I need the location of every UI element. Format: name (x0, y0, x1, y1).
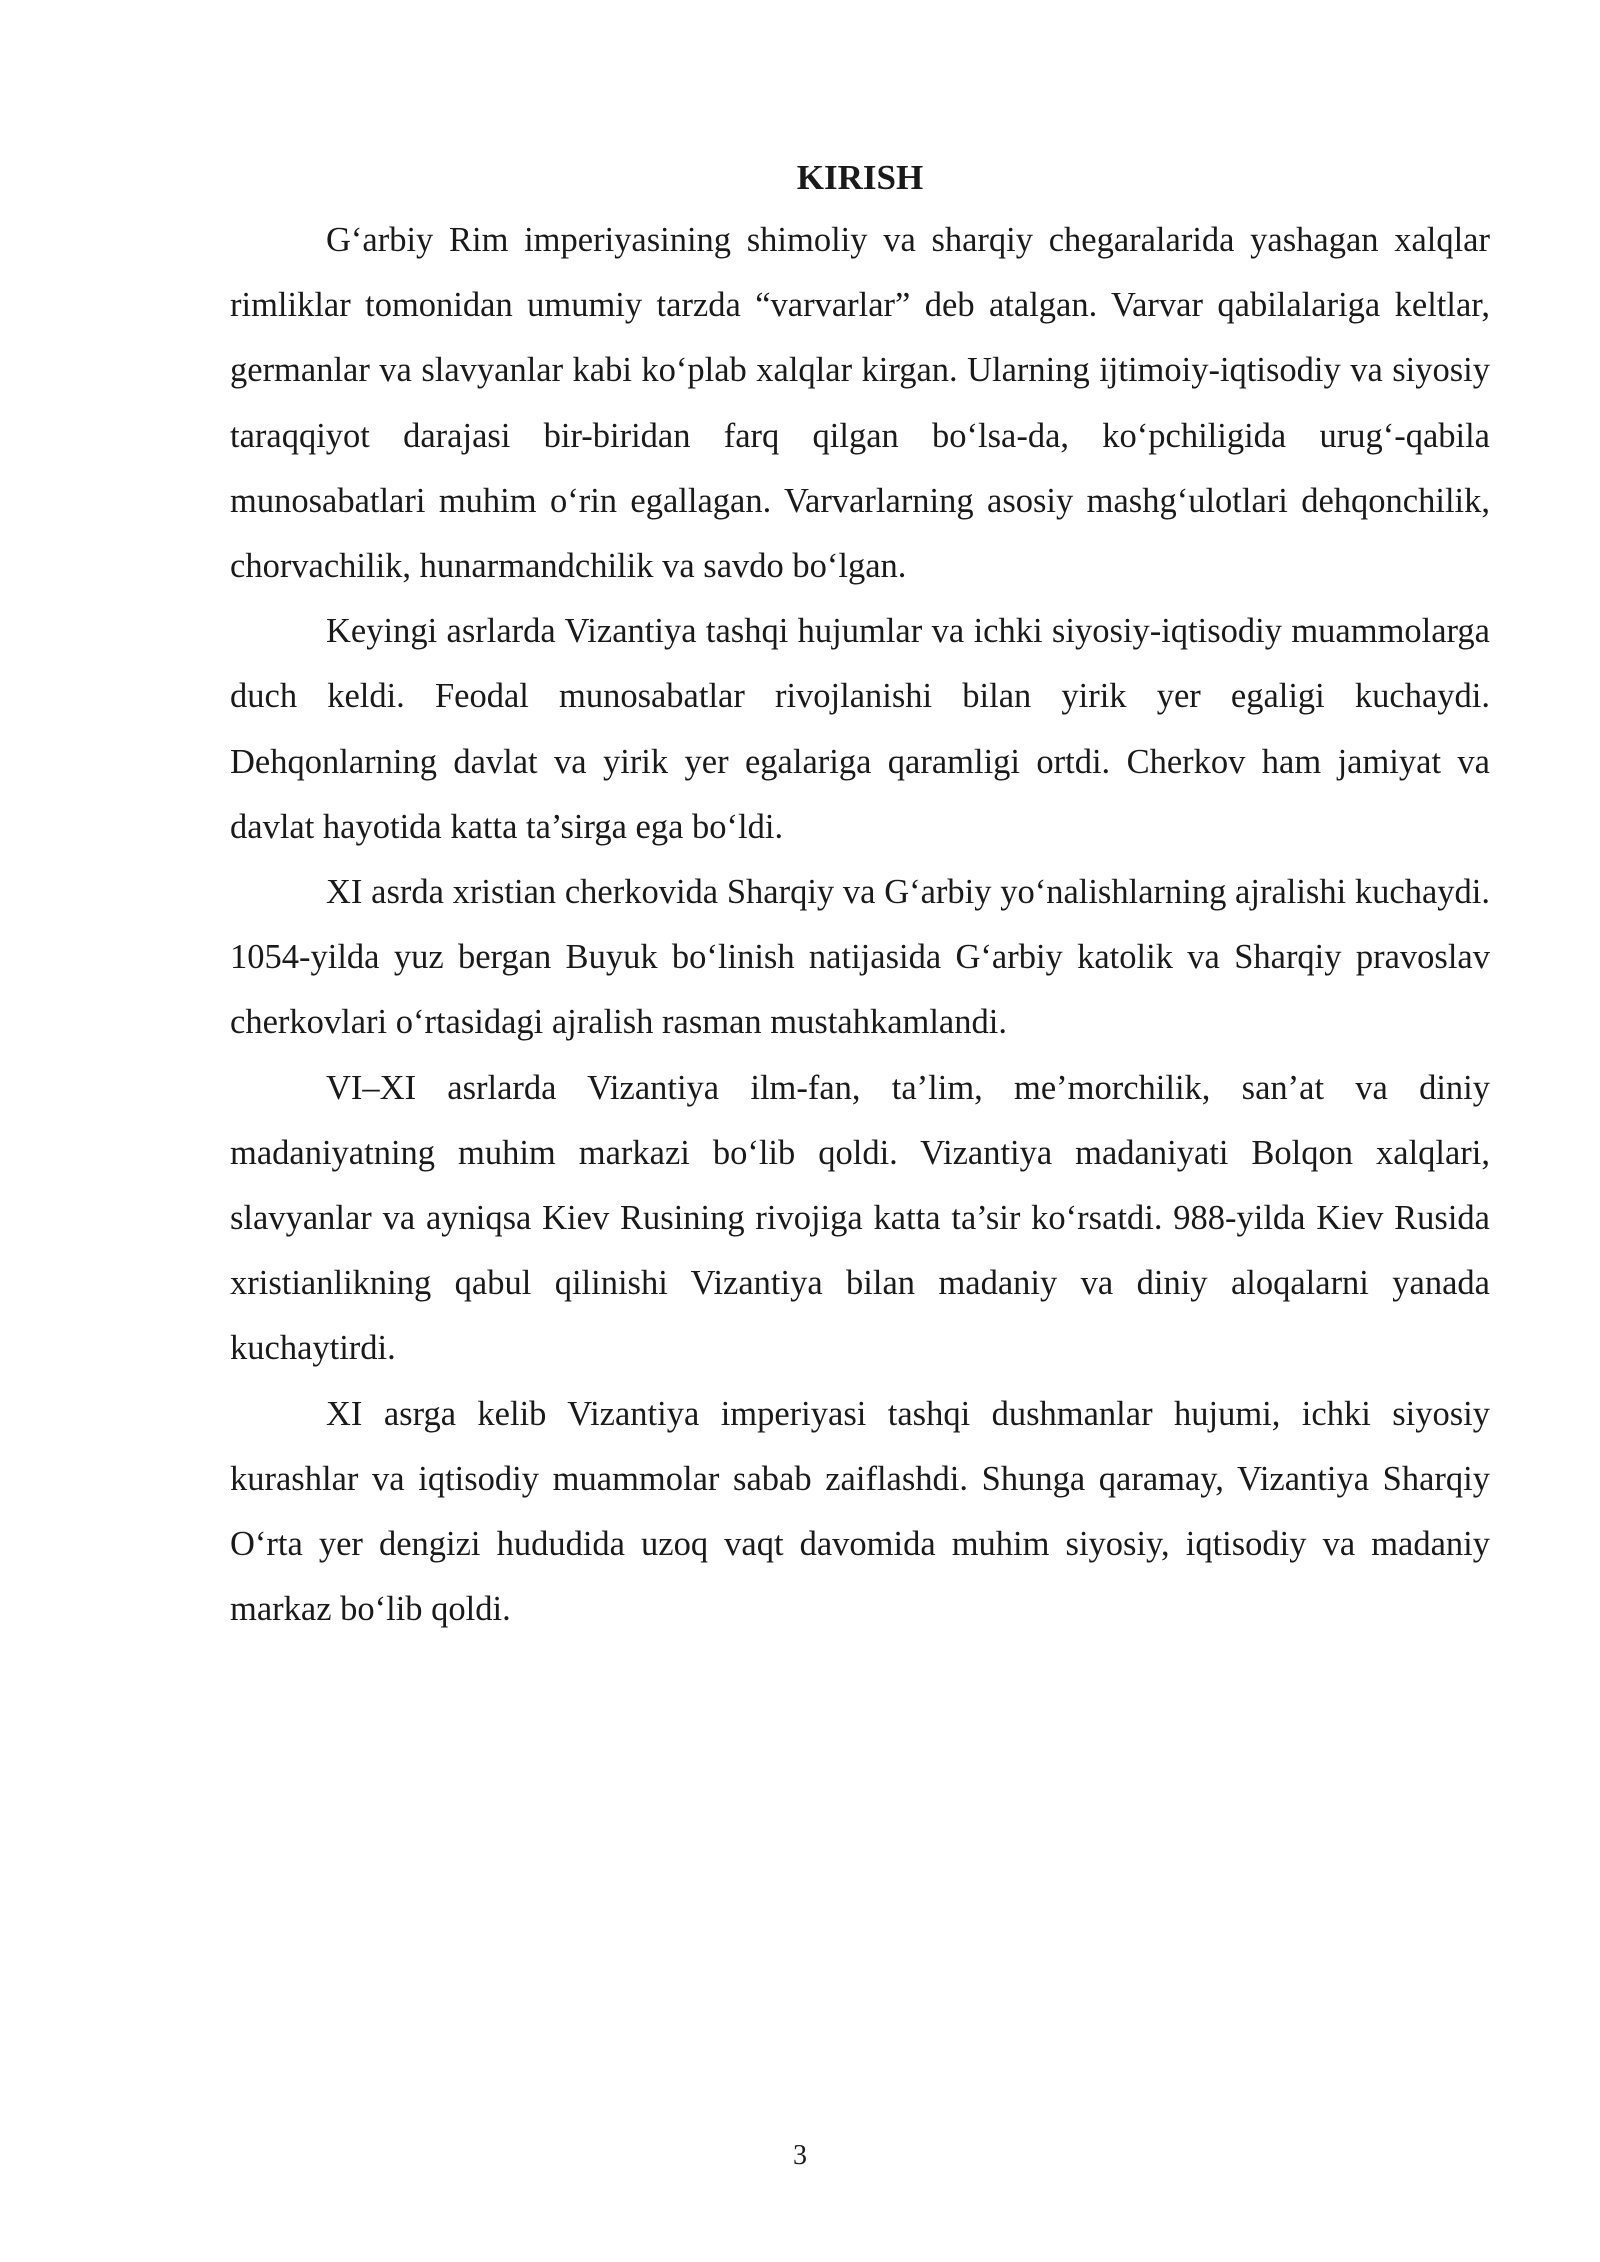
paragraph-vizantiya-zaiflashuvi: XI asrga kelib Vizantiya imperiyasi tashqi dushmanlar hujumi, ichki siyosiy kurashlar va iqtisodiy muammolar sabab zaiflashdi. Shunga qaramay, Vizantiya Sharqiy O‘rta yer dengizi hududida uzoq vaqt davomida muhim siyosiy, iqtisodiy va madaniy markaz bo‘lib qoldi. (230, 1394, 1490, 1629)
paragraph-cherkov-ajralishi: XI asrda xristian cherkovida Sharqiy va G‘arbiy yo‘nalishlarning ajralishi kuchaydi. 1054-yilda yuz bergan Buyuk bo‘linish natijasida G‘arbiy katolik va Sharqiy pravoslav cherkovlari o‘rtasidagi ajralish rasman mustahkamlandi. (230, 873, 1490, 1042)
page-number: 3 (793, 2140, 807, 2171)
paragraph-vizantiya-madaniyati: VI–XI asrlarda Vizantiya ilm-fan, ta’lim, me’morchilik, san’at va diniy madaniyatning muhim markazi bo‘lib qoldi. Vizantiya madaniyati Bolqon xalqlari, slavyanlar va ayniqsa Kiev Rusining rivojiga katta ta’sir ko‘rsatdi. 988-yilda Kiev Rusida xristianlikning qabul qilinishi Vizantiya bilan madaniy va diniy aloqalarni yanada kuchaytirdi. (230, 1068, 1490, 1368)
page-body (230, 148, 1490, 1642)
paragraph-varvarlar: G‘arbiy Rim imperiyasining shimoliy va sharqiy chegaralarida yashagan xalqlar rimliklar tomonidan umumiy tarzda “varvarlar” deb atalgan. Varvar qabilalariga keltlar, germanlar va slavyanlar kabi ko‘plab xalqlar kirgan. Ularning ijtimoiy-iqtisodiy va siyosiy taraqqiyot darajasi bir-biridan farq qilgan bo‘lsa-da, ko‘pchiligida urug‘-qabila munosabatlari muhim o‘rin egallagan. Varvarlarning asosiy mashg‘ulotlari dehqonchilik, chorvachilik, hunarmandchilik va savdo bo‘lgan. (230, 221, 1490, 586)
paragraph-vizantiya-muammolar: Keyingi asrlarda Vizantiya tashqi hujumlar va ichki siyosiy-iqtisodiy muammolarga duch keldi. Feodal munosabatlar rivojlanishi bilan yirik yer egaligi kuchaydi. Dehqonlarning davlat va yirik yer egalariga qaramligi ortdi. Cherkov ham jamiyat va davlat hayotida katta ta’sirga ega bo‘ldi. (230, 612, 1490, 846)
page-title: KIRISH (796, 158, 924, 197)
